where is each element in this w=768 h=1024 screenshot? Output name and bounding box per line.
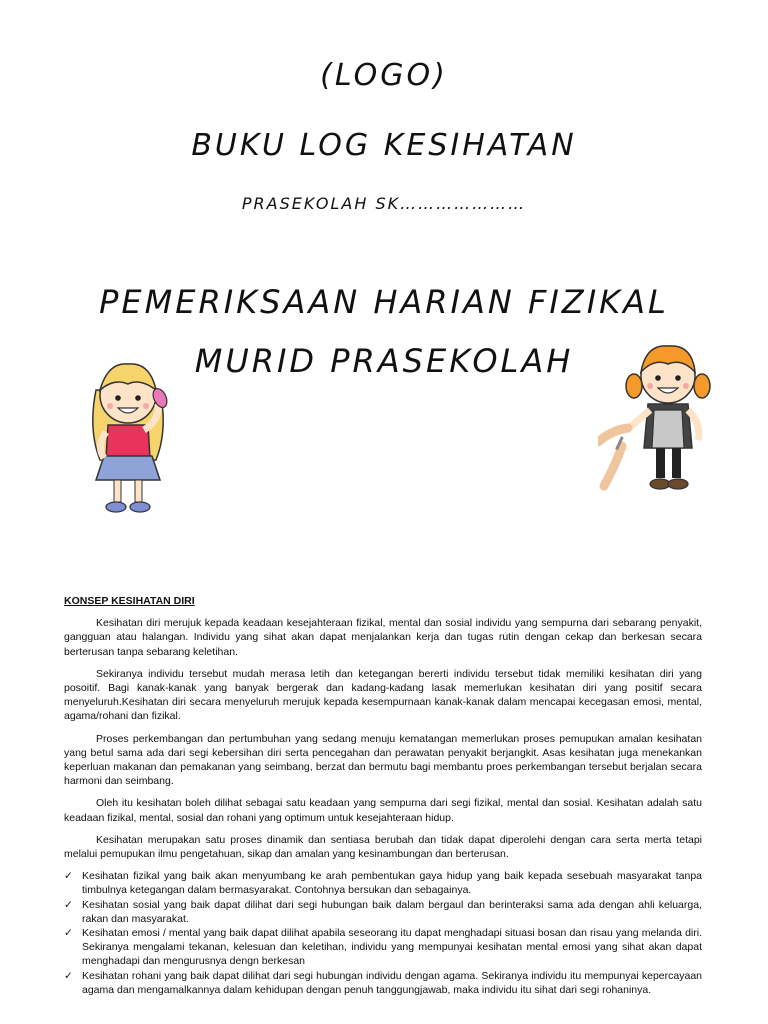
girl-nail-check-icon	[598, 336, 718, 502]
list-item	[64, 926, 702, 969]
checklist	[64, 869, 702, 997]
paragraph: Kesihatan merupakan satu proses dinamik dan sentiasa berubah dan tidak dapat diperolehi dengan cara serta merta tetapi melalui pemupukan ilmu pengetahuan, sikap dan amalan yang kesinambungan dan berterusan.	[64, 833, 702, 861]
list-item-text: Kesihatan sosial yang baik dapat dilihat dari segi hubungan baik dalam bergaul dan berinteraksi sama ada dengan ahli keluarga, rakan dan masyarakat.	[82, 898, 702, 925]
list-item	[64, 898, 702, 926]
section-title: KONSEP KESIHATAN DIRI	[64, 595, 195, 607]
school-name-line: PRASEKOLAH SK…………………	[241, 194, 527, 213]
checkmark-icon: ✓	[64, 898, 73, 911]
list-item	[64, 969, 702, 997]
list-item	[64, 869, 702, 897]
list-item-text: Kesihatan rohani yang baik dapat dilihat dari segi hubungan individu dengan agama. Sekiranya individu itu mempunyai kepercayaan agama dan mengamalkannya dalam kehidupan dengan penuh tanggungjawab, maka individu itu sihat dari segi rohaninya.	[82, 969, 702, 996]
logo-placeholder: (LOGO)	[320, 58, 448, 93]
main-heading-line-2: MURID PRASEKOLAH	[194, 342, 574, 380]
girl-combing-hair-icon	[78, 350, 178, 520]
main-heading-line-1: PEMERIKSAAN HARIAN FIZIKAL	[99, 283, 669, 321]
document-title: BUKU LOG KESIHATAN	[191, 128, 577, 163]
checkmark-icon: ✓	[64, 870, 73, 883]
list-item-text: Kesihatan fizikal yang baik akan menyumbang ke arah pembentukan gaya hidup yang baik kepada sesebuah masyarakat tanpa timbulnya ketegangan dalam bermasyarakat. Contohnya bersukan dan sebagainya.	[82, 870, 702, 897]
list-item-text: Kesihatan emosi / mental yang baik dapat dilihat apabila seseorang itu dapat menghadapi situasi bosan dan risau yang melanda diri. Sekiranya mengalami tekanan, kelesuan dan keletihan, individu yang mempunyai kesihatan mental emosi yang sihat akan dapat menghadapi dan mengurusnya dengn berkesan	[82, 927, 702, 968]
paragraph: Kesihatan diri merujuk kepada keadaan kesejahteraan fizikal, mental dan sosial individu yang sempurna dari sebarang penyakit, gangguan atau halangan. Individu yang sihat akan dapat menjalankan kerja dan tugas rutin dengan cekap dan berkesan secara berterusan tanpa sebarang keletihan.	[64, 617, 702, 658]
content-body	[64, 594, 702, 997]
paragraph: Oleh itu kesihatan boleh dilihat sebagai satu keadaan yang sempurna dari segi fizikal, mental dan sosial. Kesihatan adalah satu keadaan fizikal, mental, sosial dan rohani yang optimum untuk kesejahteraan hidup.	[64, 797, 702, 824]
checkmark-icon: ✓	[64, 969, 73, 982]
checkmark-icon: ✓	[64, 927, 73, 940]
paragraph: Sekiranya individu tersebut mudah merasa letih dan ketegangan bererti individu tersebut tidak memiliki kesihatan diri yang posoitif. Bagi kanak-kanak yang banyak bergerak dan kadang-kadang lasak memerlukan kesihatan diri yang positif secara menyeluruh.Kesihatan diri secara menyeluruh merujuk kepada kesempurnaan kanak-kanak dalam mencapai kecegasan emosi, mental, agama/rohani dan fizikal.	[64, 667, 702, 723]
paragraph: Proses perkembangan dan pertumbuhan yang sedang menuju kematangan memerlukan proses pemupukan amalan kesihatan yang betul sama ada dari segi kebersihan diri serta pencegahan dan perawatan penyakit berjangkit. Asas kesihatan juga menekankan keperluan makanan dan pemakanan yang seimbang, berzat dan bermutu bagi membantu proes perkembangan tersebut berjalan secara harmoni dan seimbang.	[64, 732, 702, 788]
